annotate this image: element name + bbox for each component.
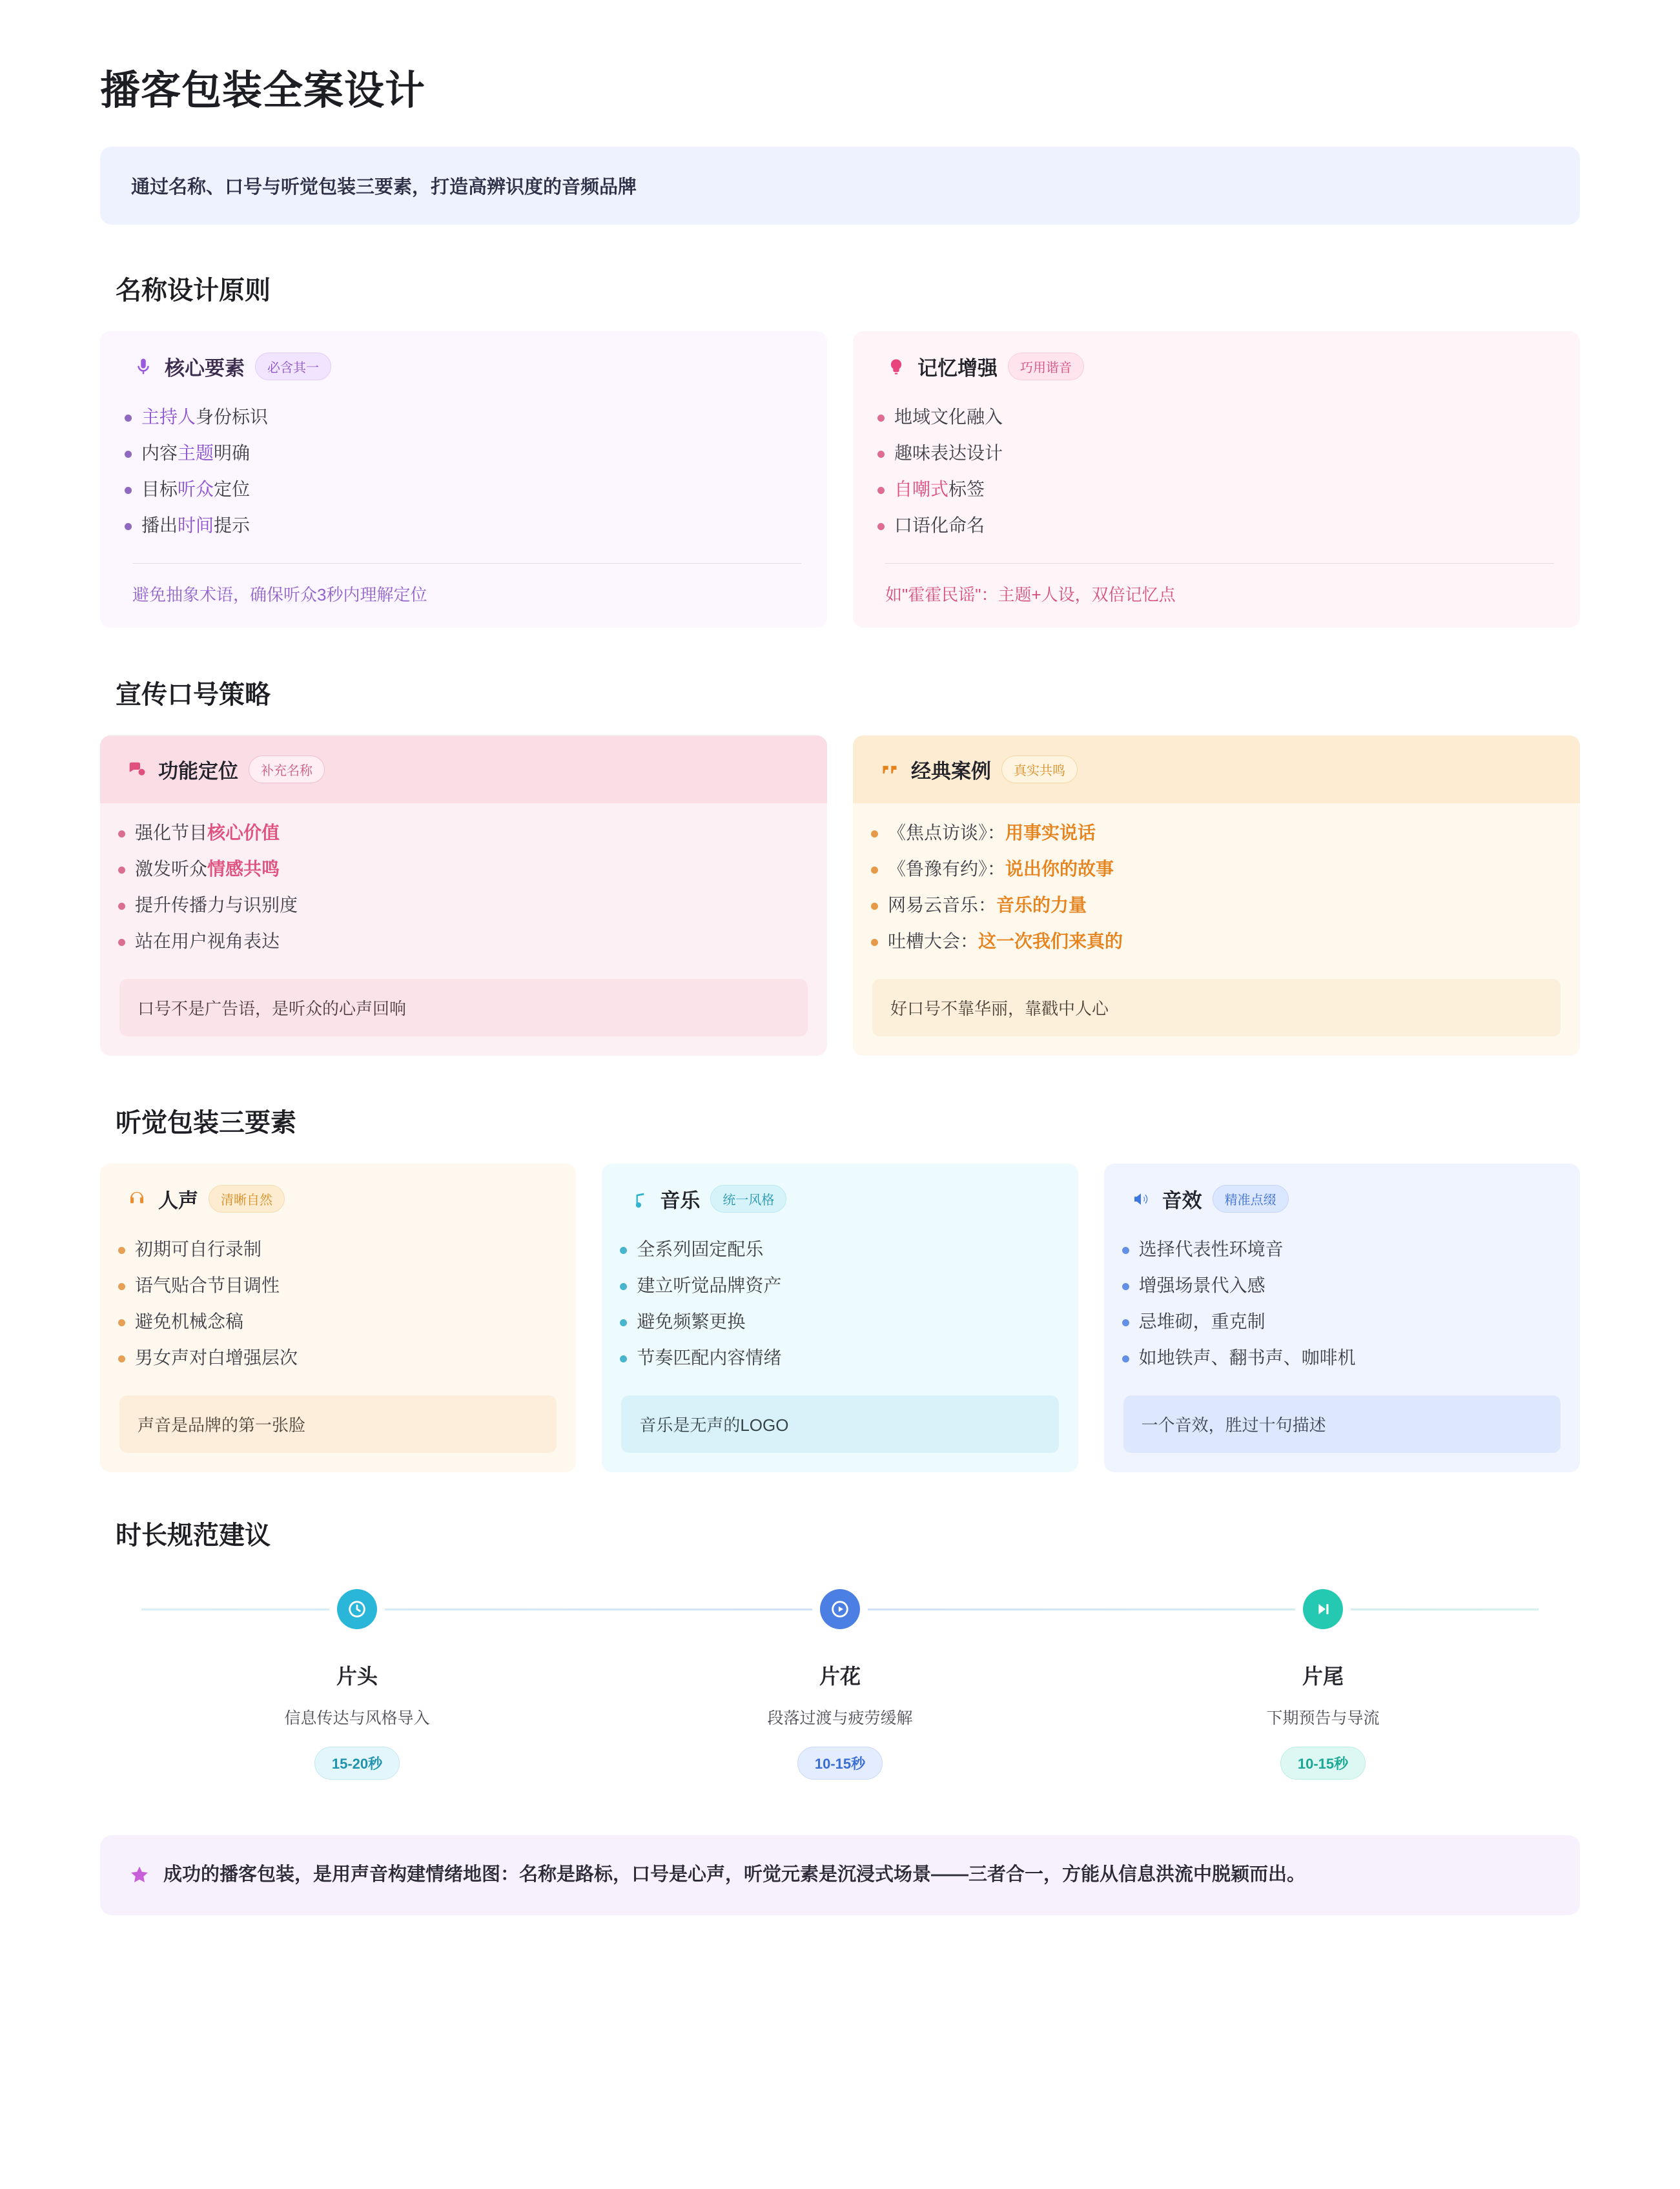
item-text-pre: 《焦点访谈》：	[888, 823, 1006, 843]
timeline-item-outro	[1081, 1578, 1564, 1780]
item-text-pre: 目标	[141, 479, 178, 499]
lightbulb-icon	[885, 356, 907, 378]
timeline-badge: 15-20秒	[314, 1747, 400, 1780]
item-keyword: 核心价值	[207, 823, 280, 843]
bullet-list	[107, 387, 827, 549]
item-text-pre: 站在用户视角表达	[135, 931, 280, 951]
card-note: 音乐是无声的LOGO	[621, 1395, 1058, 1453]
item-keyword: 自嘲式	[894, 479, 949, 499]
item-text-pre: 《鲁豫有约》：	[888, 859, 1006, 879]
list-item	[135, 923, 801, 960]
item-text-pre: 激发听众	[135, 859, 208, 879]
item-text-pre: 节奏匹配内容情绪	[637, 1348, 782, 1368]
item-text-pre: 初期可自行录制	[135, 1239, 262, 1259]
page-title: 播客包装全案设计	[100, 68, 426, 113]
chat-bubble-icon	[126, 759, 148, 781]
item-text-pre: 播出	[141, 515, 178, 535]
item-keyword: 音乐的力量	[996, 895, 1087, 915]
card-badge: 统一风格	[710, 1185, 786, 1213]
slogan-card-row	[100, 735, 1580, 1056]
timeline-item-break	[599, 1578, 1081, 1780]
headphones-icon	[126, 1188, 148, 1210]
item-text-pre: 提升传播力与识别度	[135, 895, 298, 915]
item-text-pre: 建立听觉品牌资产	[637, 1275, 782, 1295]
item-keyword: 时间	[178, 515, 214, 535]
card-title: 人声	[158, 1189, 198, 1212]
item-text-pre: 增强场景代入感	[1138, 1275, 1265, 1295]
card-title: 核心要素	[165, 357, 245, 380]
star-icon	[128, 1864, 150, 1886]
item-text-post: 身份标识	[196, 407, 269, 427]
item-text-pre: 选择代表性环境音	[1138, 1239, 1284, 1259]
timeline-label: 片头	[336, 1665, 378, 1688]
list-item	[135, 1268, 550, 1304]
item-text-post: 标签	[948, 479, 985, 499]
card-note: 避免抽象术语，确保听众3秒内理解定位	[132, 585, 427, 604]
timeline-label: 片花	[819, 1665, 861, 1688]
item-keyword: 情感共鸣	[207, 859, 280, 879]
timeline-desc: 段落过渡与疲劳缓解	[767, 1709, 913, 1727]
list-item	[1139, 1304, 1554, 1340]
list-item	[135, 1231, 550, 1268]
item-text-pre: 地域文化融入	[894, 407, 1003, 427]
list-item	[888, 815, 1554, 851]
list-item	[1139, 1340, 1554, 1376]
skip-end-icon	[1303, 1589, 1343, 1629]
item-keyword: 用事实说话	[1005, 823, 1096, 843]
card-title: 经典案例	[911, 760, 991, 783]
card-header	[602, 1164, 1078, 1220]
list-item	[141, 435, 801, 471]
card-music	[602, 1164, 1078, 1472]
clock-icon	[337, 1589, 377, 1629]
list-item	[894, 399, 1554, 435]
play-circle-icon	[820, 1589, 860, 1629]
speaker-icon	[1130, 1188, 1152, 1210]
timeline-desc: 信息传达与风格导入	[284, 1709, 430, 1727]
item-text-post: 定位	[214, 479, 251, 499]
item-text-pre: 口语化命名	[894, 515, 985, 535]
timeline-row	[116, 1578, 1564, 1780]
list-item	[135, 815, 801, 851]
item-text-pre: 避免频繁更换	[637, 1311, 746, 1331]
item-keyword: 这一次我们来真的	[978, 931, 1123, 951]
list-item	[637, 1268, 1052, 1304]
card-note: 口号不是广告语，是听众的心声回响	[119, 979, 808, 1036]
list-item	[135, 887, 801, 923]
card-badge: 必含其一	[255, 353, 331, 380]
timeline-badge: 10-15秒	[797, 1747, 883, 1780]
card-voice	[100, 1164, 576, 1472]
card-header	[100, 1164, 576, 1220]
item-text-pre: 全系列固定配乐	[637, 1239, 764, 1259]
card-title: 功能定位	[158, 760, 238, 783]
item-text-pre: 网易云音乐：	[888, 895, 997, 915]
list-item	[888, 923, 1554, 960]
card-memory-boost	[853, 331, 1580, 628]
section-heading-audio: 听觉包装三要素	[116, 1109, 296, 1137]
card-title: 音乐	[660, 1189, 701, 1212]
card-note: 一个音效，胜过十句描述	[1123, 1395, 1561, 1453]
bullet-list	[859, 387, 1580, 549]
card-header	[1104, 1164, 1580, 1220]
bullet-list	[602, 1220, 1078, 1381]
music-note-icon	[628, 1188, 650, 1210]
list-item	[135, 851, 801, 887]
summary-banner	[100, 1835, 1580, 1915]
card-header	[107, 331, 827, 387]
bullet-list	[100, 1220, 576, 1381]
card-badge: 补充名称	[249, 755, 325, 783]
list-item	[894, 508, 1554, 544]
timeline-label: 片尾	[1302, 1665, 1344, 1688]
section-heading-slogan: 宣传口号策略	[116, 681, 271, 709]
microphone-icon	[132, 356, 154, 378]
card-badge: 巧用谐音	[1008, 353, 1084, 380]
summary-text: 成功的播客包装，是用声音构建情绪地图：名称是路标，口号是心声，听觉元素是沉浸式场景——三者合一，方能从信息洪流中脱颖而出。	[163, 1864, 1306, 1885]
card-title: 音效	[1162, 1189, 1202, 1212]
card-badge: 清晰自然	[209, 1185, 285, 1213]
card-header	[859, 331, 1580, 387]
card-note: 声音是品牌的第一张脸	[119, 1395, 557, 1453]
item-keyword: 听众	[178, 479, 214, 499]
list-item	[888, 887, 1554, 923]
item-text-pre: 趣味表达设计	[894, 443, 1003, 463]
naming-card-row	[100, 331, 1580, 628]
card-sound-effects	[1104, 1164, 1580, 1472]
card-core-elements	[100, 331, 827, 628]
section-heading-duration: 时长规范建议	[116, 1521, 271, 1550]
list-item	[894, 435, 1554, 471]
list-item	[637, 1340, 1052, 1376]
item-keyword: 主持人	[141, 407, 196, 427]
card-badge: 精准点缀	[1213, 1185, 1289, 1213]
card-note: 好口号不靠华丽，靠戳中人心	[872, 979, 1561, 1036]
bullet-list	[100, 803, 827, 965]
timeline-badge: 10-15秒	[1280, 1747, 1366, 1780]
list-item	[135, 1304, 550, 1340]
list-item	[888, 851, 1554, 887]
section-heading-naming: 名称设计原则	[116, 276, 271, 305]
item-keyword: 主题	[178, 443, 214, 463]
subtitle-banner: 通过名称、口号与听觉包装三要素，打造高辨识度的音频品牌	[100, 147, 1580, 225]
card-header	[853, 735, 1580, 803]
item-text-pre: 强化节目	[135, 823, 208, 843]
audio-card-row	[100, 1164, 1580, 1472]
item-text-pre: 语气贴合节目调性	[135, 1275, 280, 1295]
card-note: 如"霍霍民谣"：主题+人设，双倍记忆点	[885, 585, 1176, 604]
item-text-post: 提示	[214, 515, 251, 535]
card-badge: 真实共鸣	[1001, 755, 1078, 783]
list-item	[894, 471, 1554, 508]
item-text-pre: 避免机械念稿	[135, 1311, 244, 1331]
card-classic-cases	[853, 735, 1580, 1056]
bullet-list	[1104, 1220, 1580, 1381]
list-item	[141, 508, 801, 544]
item-text-pre: 忌堆砌，重克制	[1138, 1311, 1265, 1331]
quote-icon	[879, 759, 901, 781]
item-text-pre: 内容	[141, 443, 178, 463]
card-title: 记忆增强	[917, 357, 998, 380]
list-item	[1139, 1231, 1554, 1268]
item-text-pre: 吐槽大会：	[888, 931, 979, 951]
card-header	[100, 735, 827, 803]
item-text-pre: 男女声对白增强层次	[135, 1348, 298, 1368]
list-item	[141, 471, 801, 508]
list-item	[637, 1304, 1052, 1340]
list-item	[141, 399, 801, 435]
item-text-pre: 如地铁声、翻书声、咖啡机	[1138, 1348, 1356, 1368]
list-item	[1139, 1268, 1554, 1304]
timeline-item-intro	[116, 1578, 599, 1780]
list-item	[637, 1231, 1052, 1268]
list-item	[135, 1340, 550, 1376]
item-text-post: 明确	[214, 443, 251, 463]
timeline-desc: 下期预告与导流	[1266, 1709, 1380, 1727]
item-keyword: 说出你的故事	[1005, 859, 1114, 879]
duration-timeline	[116, 1578, 1564, 1793]
bullet-list	[853, 803, 1580, 965]
card-function-positioning	[100, 735, 827, 1056]
